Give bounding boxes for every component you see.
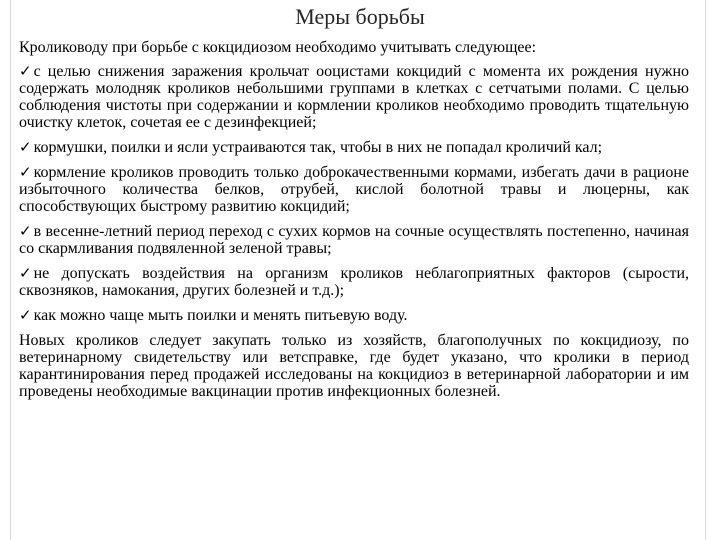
list-item bbox=[19, 265, 689, 299]
list-item bbox=[19, 63, 689, 131]
frame-line-right bbox=[705, 0, 706, 540]
list-item-text: кормушки, поилки и ясли устраиваются так, чтобы в них не попадал кроличий кал; bbox=[33, 139, 603, 156]
document-body bbox=[19, 39, 689, 400]
checkmark-icon: ✓ bbox=[19, 264, 32, 282]
checkmark-icon: ✓ bbox=[19, 138, 32, 156]
intro-text: Кролиководу при борьбе с кокцидиозом необходимо учитывать следующее: bbox=[19, 39, 537, 56]
checkmark-icon: ✓ bbox=[19, 306, 32, 324]
list-item bbox=[19, 139, 689, 156]
list-item-text: не допускать воздействия на организм кроликов неблагоприятных факторов (сырости, сквозняков, намокания, других болезней и т.д.); bbox=[19, 265, 689, 299]
list-item-text: кормление кроликов проводить только доброкачественными кормами, избегать дачи в рационе избыточного количества белков, отрубей, кислой болотной травы и люцерны, как способствующих быстрому развитию кокцидий; bbox=[19, 164, 689, 215]
closing-paragraph: Новых кроликов следует закупать только из хозяйств, благополучных по кокцидиозу, по ветеринарному свидетельству или ветсправке, где будет указано, что кролики в период карантинирования перед продажей исследованы на кокцидиоз в ветеринарной лаборатории и им проведены необходимые вакцинации против инфекционных болезней. bbox=[19, 332, 689, 400]
page-title: Меры борьбы bbox=[295, 4, 425, 29]
checkmark-icon: ✓ bbox=[19, 163, 32, 181]
checkmark-icon: ✓ bbox=[19, 62, 32, 80]
list-item-text: как можно чаще мыть поилки и менять питьевую воду. bbox=[33, 307, 408, 324]
frame-line-left bbox=[10, 0, 11, 540]
list-item bbox=[19, 223, 689, 257]
checkmark-icon: ✓ bbox=[19, 222, 32, 240]
list-item bbox=[19, 307, 689, 324]
list-item-text: с целью снижения заражения крольчат ооцистами кокцидий с момента их рождения нужно содержать молодняк кроликов небольшими группами в клетках с сетчатыми полами. С целью соблюдения чистоты при содержании и кормлении кроликов необходимо проводить тщательную очистку клеток, сочетая ее с дезинфекцией; bbox=[19, 63, 689, 131]
list-item bbox=[19, 164, 689, 215]
list-item-text: в весенне-летний период переход с сухих кормов на сочные осуществлять постепенно, начиная со скармливания подвяленной зеленой травы; bbox=[19, 223, 689, 257]
